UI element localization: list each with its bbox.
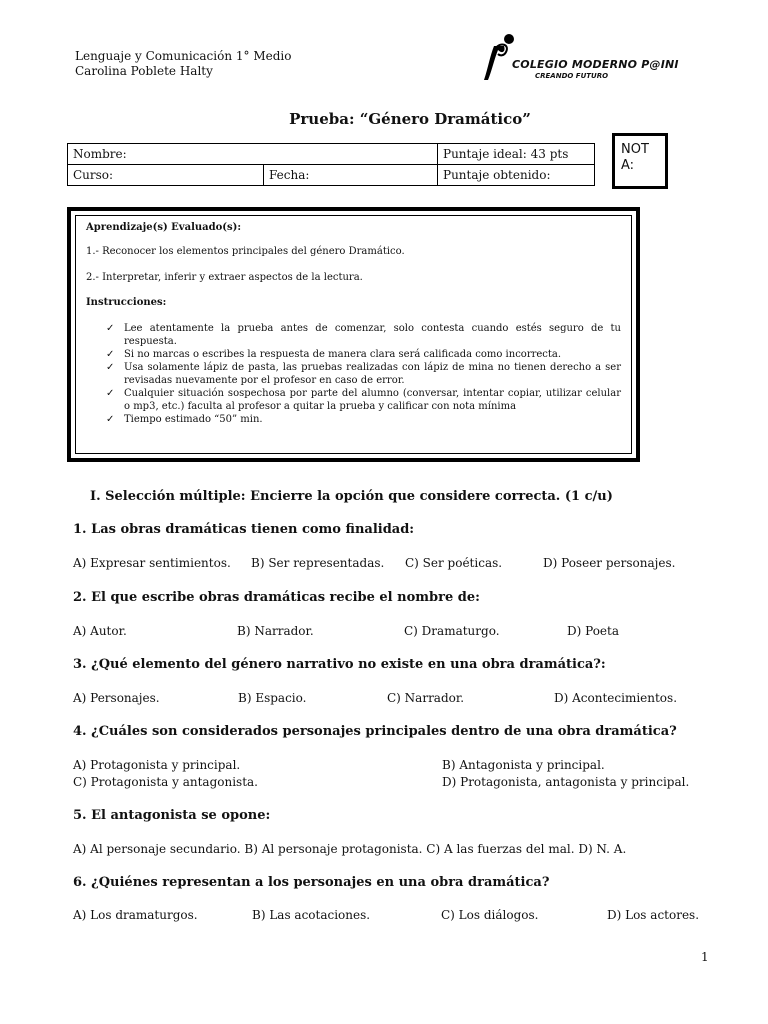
page-title: Prueba: “Género Dramático” <box>289 110 531 128</box>
grade-label-line1: NOT <box>621 142 649 157</box>
q1-option-d[interactable]: D) Poseer personajes. <box>543 556 676 570</box>
question-1: 1. Las obras dramáticas tienen como finalidad: <box>73 522 415 537</box>
q1-option-c[interactable]: C) Ser poéticas. <box>405 556 503 570</box>
q2-option-c[interactable]: C) Dramaturgo. <box>404 624 500 638</box>
checkmark-icon: ✓ <box>106 323 115 334</box>
instructions-list <box>86 322 621 426</box>
list-item: ✓ Si no marcas o escribes la respuesta de manera clara será calificada como incorrecta. <box>106 349 562 360</box>
school-logo-icon <box>480 32 516 84</box>
q3-option-a[interactable]: A) Personajes. <box>73 691 160 705</box>
list-item: ✓ Cualquier situación sospechosa por parte del alumno (conversar, intentar copiar, utilizar celular o mp3, etc.) faculta al profesor a quitar la prueba y calificar con nota mínima <box>106 388 621 412</box>
school-tagline: CREANDO FUTURO <box>535 72 609 80</box>
q4-option-a[interactable]: A) Protagonista y principal. <box>73 758 241 772</box>
checkmark-icon: ✓ <box>106 414 115 425</box>
teacher-name: Carolina Poblete Halty <box>75 64 213 78</box>
q6-option-c[interactable]: C) Los diálogos. <box>441 908 539 922</box>
question-2: 2. El que escribe obras dramáticas recibe el nombre de: <box>73 590 480 605</box>
aprendizaje-title: Aprendizaje(s) Evaluado(s): <box>86 222 242 233</box>
puntaje-ideal-cell: Puntaje ideal: 43 pts <box>438 144 595 165</box>
checkmark-icon: ✓ <box>106 362 115 373</box>
q2-option-d[interactable]: D) Poeta <box>567 624 620 638</box>
student-info-table <box>67 143 595 186</box>
question-3: 3. ¿Qué elemento del género narrativo no existe en una obra dramática?: <box>73 657 606 672</box>
aprendizaje-item-1: 1.- Reconocer los elementos principales del género Dramático. <box>86 246 405 257</box>
fecha-field[interactable]: Fecha: <box>264 165 438 186</box>
school-logo <box>480 32 720 84</box>
question-4: 4. ¿Cuáles son considerados personajes principales dentro de una obra dramática? <box>73 724 677 739</box>
q6-option-b[interactable]: B) Las acotaciones. <box>252 908 371 922</box>
q3-option-c[interactable]: C) Narrador. <box>387 691 465 705</box>
checkmark-icon: ✓ <box>106 388 115 399</box>
page-number: 1 <box>701 950 709 964</box>
instrucciones-title: Instrucciones: <box>86 297 167 308</box>
q4-option-d[interactable]: D) Protagonista, antagonista y principal. <box>442 775 690 789</box>
grade-box[interactable] <box>612 133 668 189</box>
nombre-field[interactable]: Nombre: <box>68 144 438 165</box>
q5-options[interactable]: A) Al personaje secundario. B) Al personaje protagonista. C) A las fuerzas del mal. D) N. A. <box>73 842 627 856</box>
school-name: COLEGIO MODERNO P@INI <box>512 58 679 71</box>
q6-option-a[interactable]: A) Los dramaturgos. <box>73 908 198 922</box>
course-label: Lenguaje y Comunicación 1° Medio <box>75 49 292 63</box>
q1-option-a[interactable]: A) Expresar sentimientos. <box>73 556 231 570</box>
aprendizaje-item-2: 2.- Interpretar, inferir y extraer aspectos de la lectura. <box>86 272 363 283</box>
question-6: 6. ¿Quiénes representan a los personajes en una obra dramática? <box>73 875 550 890</box>
q3-option-b[interactable]: B) Espacio. <box>238 691 307 705</box>
checkmark-icon: ✓ <box>106 349 115 360</box>
q6-option-d[interactable]: D) Los actores. <box>607 908 700 922</box>
q3-option-d[interactable]: D) Acontecimientos. <box>554 691 678 705</box>
question-5: 5. El antagonista se opone: <box>73 808 271 823</box>
q1-option-b[interactable]: B) Ser representadas. <box>251 556 385 570</box>
instructions-box <box>67 207 640 462</box>
q4-option-b[interactable]: B) Antagonista y principal. <box>442 758 605 772</box>
q2-option-a[interactable]: A) Autor. <box>73 624 127 638</box>
curso-field[interactable]: Curso: <box>68 165 264 186</box>
puntaje-obtenido-field[interactable]: Puntaje obtenido: <box>438 165 595 186</box>
q2-option-b[interactable]: B) Narrador. <box>237 624 314 638</box>
grade-label-line2: A: <box>621 158 635 173</box>
list-item: ✓ Lee atentamente la prueba antes de comenzar, solo contesta cuando estés seguro de tu respuesta. <box>106 323 621 347</box>
section-title: I. Selección múltiple: Encierre la opción que considere correcta. (1 c/u) <box>90 489 613 504</box>
list-item: ✓ Usa solamente lápiz de pasta, las pruebas realizadas con lápiz de mina no tienen derecho a ser revisadas nuevamente por el profesor en caso de error. <box>106 362 621 386</box>
q4-option-c[interactable]: C) Protagonista y antagonista. <box>73 775 258 789</box>
list-item: ✓ Tiempo estimado “50” min. <box>106 414 263 425</box>
